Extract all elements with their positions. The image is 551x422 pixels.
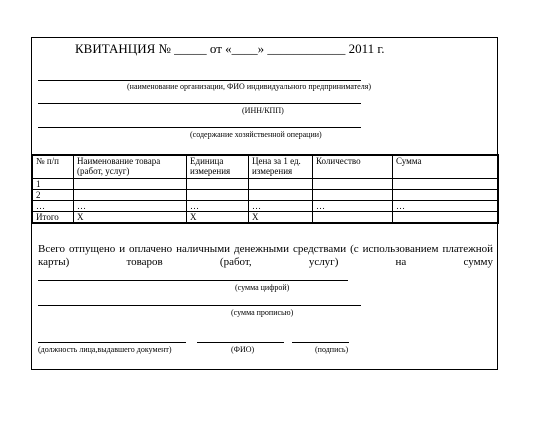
table-cell (313, 179, 393, 190)
table-cell: … (313, 201, 393, 212)
table-cell (74, 179, 187, 190)
column-header: Наименование товара (работ, услуг) (74, 155, 187, 179)
table-cell: 2 (33, 190, 74, 201)
operation-caption: (содержание хозяйственной операции) (190, 130, 322, 139)
table-cell: … (33, 201, 74, 212)
table-cell (393, 212, 499, 224)
inn-caption: (ИНН/КПП) (242, 106, 284, 115)
signature-line (292, 342, 349, 343)
table-cell (249, 190, 313, 201)
operation-line (38, 127, 361, 128)
fio-line (197, 342, 284, 343)
table-cell: Х (187, 212, 249, 224)
receipt-title: КВИТАНЦИЯ № _____ от «____» ____________ 2011 г. (75, 41, 385, 56)
table-cell: … (74, 201, 187, 212)
column-header: Сумма (393, 155, 499, 179)
signature-caption: (подпись) (315, 345, 349, 354)
payment-statement: Всего отпущено и оплачено наличными денежными средствами (с использованием платежной карты) товаров (работ, услуг) на сумму (38, 243, 493, 268)
table-header-row (33, 155, 499, 179)
column-header: Цена за 1 ед. измерения (249, 155, 313, 179)
column-header: № п/п (33, 155, 74, 179)
table-cell: Х (249, 212, 313, 224)
column-header: Количество (313, 155, 393, 179)
position-line (38, 342, 186, 343)
table-cell (187, 190, 249, 201)
amount-digits-line (38, 280, 348, 281)
table-cell: Итого (33, 212, 74, 224)
position-caption: (должность лица,выдавшего документ) (38, 345, 172, 354)
table-total-row (33, 212, 499, 224)
table-row (33, 201, 499, 212)
amount-words-line (38, 305, 361, 306)
table-cell: … (393, 201, 499, 212)
table-cell (393, 179, 499, 190)
table-cell: … (187, 201, 249, 212)
inn-line (38, 103, 361, 104)
amount-digits-caption: (сумма цифрой) (235, 283, 290, 292)
goods-table (32, 154, 499, 224)
table-cell: 1 (33, 179, 74, 190)
table-cell (313, 212, 393, 224)
fio-caption: (ФИО) (231, 345, 255, 354)
table-cell (187, 179, 249, 190)
table-cell (74, 190, 187, 201)
amount-words-caption: (сумма прописью) (231, 308, 294, 317)
table-cell (249, 179, 313, 190)
table-cell (393, 190, 499, 201)
organization-caption: (наименование организации, ФИО индивидуального предпринимателя) (127, 82, 372, 91)
table-cell: … (249, 201, 313, 212)
table-cell: Х (74, 212, 187, 224)
table-cell (313, 190, 393, 201)
column-header: Единица измерения (187, 155, 249, 179)
organization-line (38, 80, 361, 81)
table-row (33, 190, 499, 201)
table-row (33, 179, 499, 190)
